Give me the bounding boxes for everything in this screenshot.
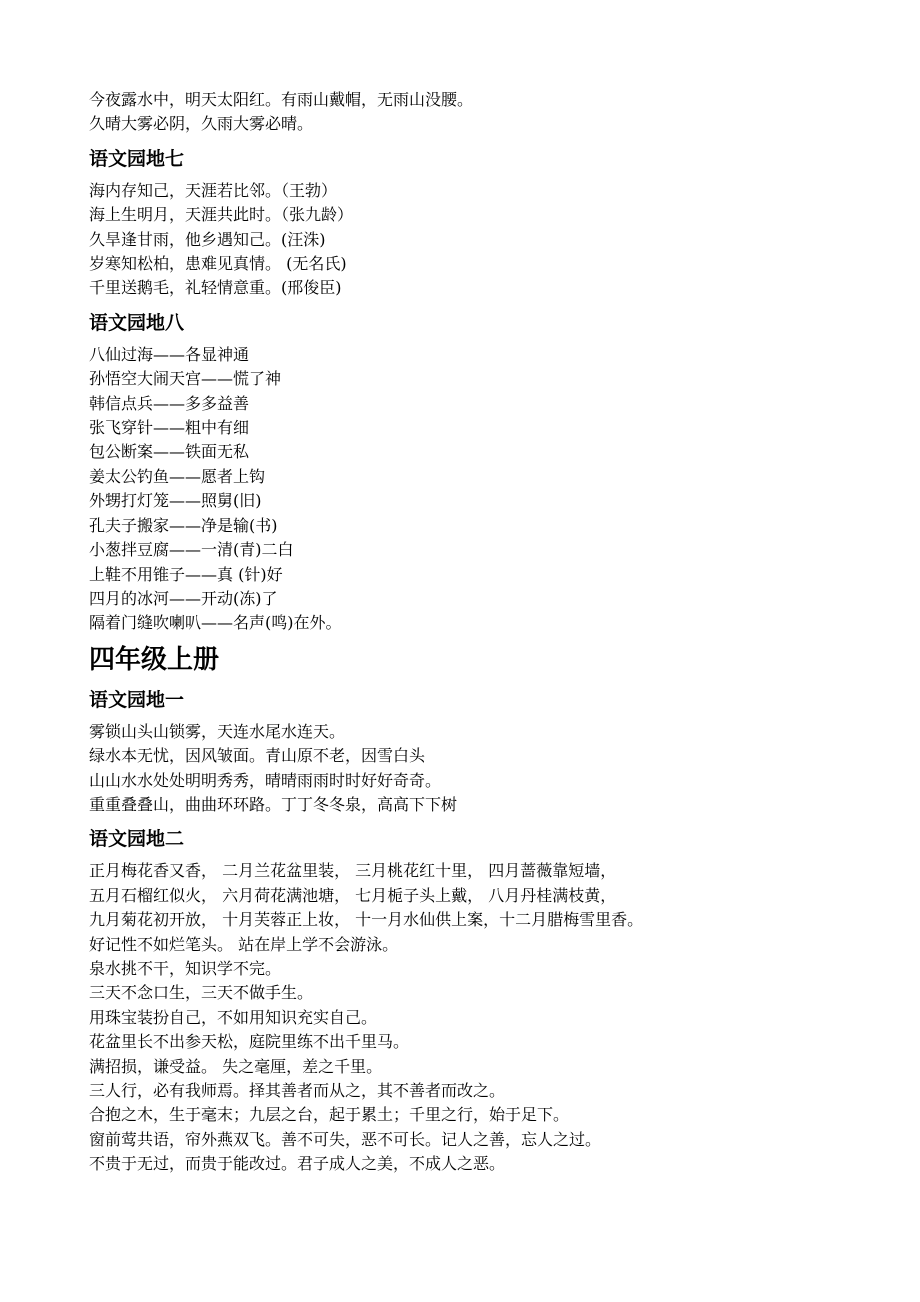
grade-title: 四年级上册 — [89, 644, 220, 675]
text-line: 五月石榴红似火， 六月荷花满池塘， 七月栀子头上戴， 八月丹桂满枝黄， — [89, 885, 617, 905]
text-line: 孙悟空大闹天宫——慌了神 — [89, 369, 282, 389]
text-line: 窗前莺共语，帘外燕双飞。善不可失，恶不可长。记人之善，忘人之过。 — [89, 1129, 602, 1149]
text-line: 小葱拌豆腐——一清(青)二白 — [89, 540, 294, 560]
text-line: 合抱之木，生于毫末；九层之台，起于累土；千里之行，始于足下。 — [89, 1105, 570, 1125]
text-line: 正月梅花香又香， 二月兰花盆里装， 三月桃花红十里， 四月蔷薇靠短墙， — [89, 861, 617, 881]
text-line: 山山水水处处明明秀秀，晴晴雨雨时时好好奇奇。 — [89, 770, 442, 790]
text-line: 隔着门缝吹喇叭——名声(鸣)在外。 — [89, 613, 342, 633]
text-line: 外甥打灯笼——照舅(旧) — [89, 491, 262, 511]
text-line: 泉水挑不干，知识学不完。 — [89, 958, 282, 978]
text-line: 满招损，谦受益。 失之毫厘，差之千里。 — [89, 1056, 383, 1076]
section-heading: 语文园地八 — [89, 311, 185, 334]
document-page — [89, 88, 889, 1177]
text-line: 孔夫子搬家——净是输(书) — [89, 515, 278, 535]
section-grade4-garden-2 — [89, 825, 889, 1176]
text-line: 三人行，必有我师焉。择其善者而从之，其不善者而改之。 — [89, 1081, 506, 1100]
text-line: 用珠宝装扮自己，不如用知识充实自己。 — [89, 1007, 378, 1027]
text-line: 九月菊花初开放， 十月芙蓉正上妆， 十一月水仙供上案，十二月腊梅雪里香。 — [89, 910, 644, 930]
text-line: 四月的冰河——开动(冻)了 — [89, 588, 278, 608]
text-line: 久晴大雾必阴，久雨大雾必晴。 — [89, 114, 314, 134]
text-line: 包公断案——铁面无私 — [89, 442, 250, 462]
section-heading: 语文园地二 — [89, 828, 185, 851]
text-line: 好记性不如烂笔头。 站在岸上学不会游泳。 — [89, 934, 399, 954]
text-line: 海内存知己，天涯若比邻。（王勃） — [89, 180, 338, 200]
section-garden-7 — [89, 145, 889, 301]
text-line: 千里送鹅毛，礼轻情意重。(邢俊臣) — [89, 278, 342, 298]
text-line: 雾锁山头山锁雾，天连水尾水连天。 — [89, 721, 346, 741]
text-line: 久旱逢甘雨，他乡遇知己。(汪洙) — [89, 229, 326, 249]
text-line: 不贵于无过，而贵于能改过。君子成人之美，不成人之恶。 — [89, 1154, 506, 1174]
section-grade4-garden-1 — [89, 686, 889, 818]
text-line: 今夜露水中，明天太阳红。有雨山戴帽，无雨山没腰。 — [89, 90, 474, 109]
text-line: 姜太公钓鱼——愿者上钩 — [89, 466, 266, 486]
text-line: 上鞋不用锥子——真 (针)好 — [89, 564, 283, 584]
text-line: 绿水本无忧，因风皱面。青山原不老，因雪白头 — [89, 746, 426, 766]
text-line: 韩信点兵——多多益善 — [89, 393, 250, 413]
section-garden-8 — [89, 309, 889, 636]
text-line: 三天不念口生，三天不做手生。 — [89, 983, 314, 1003]
text-line: 重重叠叠山，曲曲环环路。丁丁冬冬泉，高高下下树 — [89, 794, 458, 814]
proverb-block-weather — [89, 88, 889, 137]
section-heading: 语文园地七 — [89, 147, 185, 170]
text-line: 海上生明月，天涯共此时。（张九龄） — [89, 205, 354, 225]
text-line: 花盆里长不出参天松，庭院里练不出千里马。 — [89, 1032, 410, 1052]
text-line: 张飞穿针——粗中有细 — [89, 418, 250, 438]
text-line: 八仙过海——各显神通 — [89, 344, 250, 364]
text-line: 岁寒知松柏，患难见真情。 (无名氏) — [89, 254, 347, 274]
section-heading: 语文园地一 — [89, 688, 185, 711]
